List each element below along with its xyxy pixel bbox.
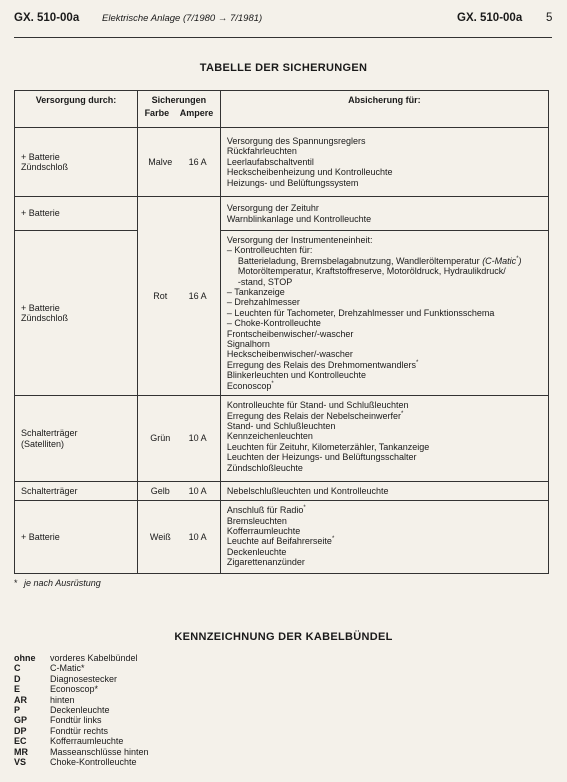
fuse-table [14, 90, 549, 574]
table-row [15, 231, 549, 396]
table-row [15, 396, 549, 482]
list-item: Heizungs- und Belüftungssystem [226, 177, 359, 188]
asterisk: * [331, 536, 335, 543]
list-item: Leuchten für Zeituhr, Kilometerzähler, Tankanzeige [226, 441, 430, 452]
list-item: Kennzeichenleuchten [226, 431, 313, 442]
list-item: Leerlaufabschaltventil [226, 156, 314, 167]
list-item: Erregung des Relais der Nebelscheinwerfer* [226, 410, 404, 421]
footnote-mark: * [14, 578, 18, 588]
protection-cell [220, 128, 548, 197]
list-item: Batterieladung, Bremsbelagabnutzung, Wandleröltemperatur (C-Matic*) [237, 255, 522, 266]
list-item: Signalhorn [226, 339, 270, 350]
list-item: Nebelschlußleuchten und Kontrolleuchte [226, 485, 389, 496]
list-item: Versorgung der Instrumenteneinheit: [226, 235, 373, 245]
supply-line: (Satelliten) [21, 438, 65, 449]
header-fuses-label: Sicherungen [151, 95, 207, 105]
list-item: Kontrolleuchte für Stand- und Schlußleuchten [226, 400, 409, 411]
supply-cell [15, 231, 138, 396]
list-item: -stand, STOP [237, 276, 293, 287]
protection-cell [220, 501, 548, 574]
supply-cell [15, 482, 138, 501]
header-color: Farbe [144, 108, 170, 119]
list-item: Blinkerleuchten und Kontrolleuchte [226, 370, 366, 381]
cmatic-note: (C-Matic [482, 255, 517, 266]
fuse-ampere: 10 A [183, 482, 221, 501]
list-item: Versorgung der Zeituhr [226, 203, 319, 214]
list-item: Zigarettenanzünder [226, 557, 305, 568]
list-item: – Drehzahlmesser [226, 297, 300, 308]
doc-code-left: GX. 510-00a [14, 12, 80, 24]
list-item: – Kontrolleuchten für: [226, 245, 313, 256]
asterisk: * [516, 255, 519, 262]
list-item: Bremsleuchten [226, 515, 287, 526]
supply-cell [15, 501, 138, 574]
fuse-color: Malve [138, 128, 183, 197]
protection-cell [220, 396, 548, 482]
asterisk: * [303, 505, 306, 512]
table-row [15, 501, 549, 574]
list-item: Erregung des Relais des Drehmomentwandlers* [226, 359, 419, 370]
protection-cell [220, 197, 548, 231]
cmatic-note-close: ) [518, 255, 522, 266]
doc-subtitle: Elektrische Anlage (7/1980 → 7/1981) [102, 13, 263, 24]
list-item: Heckscheibenheizung und Kontrolleuchte [226, 167, 393, 178]
list-item: – Leuchten für Tachometer, Drehzahlmesser und Funktionsschema [226, 307, 495, 318]
footnote-text: je nach Ausrüstung [24, 578, 101, 588]
fuse-color: Weiß [138, 501, 183, 574]
list-item: Leuchten der Heizungs- und Belüftungsschalter [226, 452, 417, 463]
list-item: Econoscop* [226, 380, 274, 391]
supply-line: + Batterie [21, 302, 60, 313]
footnote [14, 578, 101, 588]
cable-section-title: KENNZEICHNUNG DER KABELBÜNDEL [174, 631, 393, 643]
list-item: Anschluß für Radio* [226, 505, 306, 516]
fuse-color: Gelb [138, 482, 183, 501]
header-supply: Versorgung durch: [15, 91, 138, 128]
list-item: Zündschloßleuchte [226, 462, 303, 473]
asterisk: * [415, 359, 419, 366]
protection-cell [220, 231, 548, 396]
supply-line: + Batterie [21, 208, 60, 219]
list-item: Versorgung des Spannungsreglers [226, 135, 366, 146]
table-row [15, 128, 549, 197]
supply-line: + Batterie [21, 531, 60, 542]
fuse-ampere: 16 A [183, 197, 221, 396]
list-item: Heckscheibenwischer/-wascher [226, 349, 353, 360]
supply-line: Schalterträger [21, 428, 78, 439]
fuse-ampere: 16 A [183, 128, 221, 197]
list-item: Leuchte auf Beifahrerseite* [226, 536, 335, 547]
list-item: Stand- und Schlußleuchten [226, 420, 336, 431]
table-row [15, 197, 549, 231]
protection-cell [220, 482, 548, 501]
table-row [15, 482, 549, 501]
fuse-color: Rot [138, 197, 183, 396]
supply-line: + Batterie [21, 151, 60, 162]
supply-line: Zündschloß [21, 162, 69, 172]
page-number: 5 [546, 12, 553, 24]
list-item: – Choke-Kontrolleuchte [226, 318, 321, 329]
header-ampere: Ampere [179, 108, 214, 119]
header-rule [14, 37, 552, 38]
supply-line: Zündschloß [21, 313, 69, 324]
fuse-ampere: 10 A [183, 396, 221, 482]
page-header [14, 12, 551, 30]
header-fuses [138, 91, 221, 128]
list-item: Deckenleuchte [226, 546, 287, 557]
table-header-row [15, 91, 549, 128]
list-item: – Tankanzeige [226, 287, 285, 298]
supply-cell [15, 197, 138, 231]
doc-code-right: GX. 510-00a [457, 12, 523, 24]
asterisk: * [400, 410, 404, 417]
list-item: Frontscheibenwischer/-wascher [226, 328, 354, 339]
asterisk: * [271, 380, 274, 387]
header-protection: Absicherung für: [220, 91, 548, 128]
list-item: Kofferraumleuchte [226, 525, 301, 536]
supply-cell [15, 128, 138, 197]
fuse-ampere: 10 A [183, 501, 221, 574]
list-item: Rückfahrleuchten [226, 146, 297, 157]
list-item: Warnblinkanlage und Kontrolleuchte [226, 213, 372, 224]
fuse-table-title: TABELLE DER SICHERUNGEN [199, 62, 368, 74]
supply-cell [15, 396, 138, 482]
supply-line: Schalterträger [21, 485, 78, 496]
fuse-color: Grün [138, 396, 183, 482]
list-item: Motoröltemperatur, Kraftstoffreserve, Motoröldruck, Hydraulikdruck/ [237, 266, 506, 277]
